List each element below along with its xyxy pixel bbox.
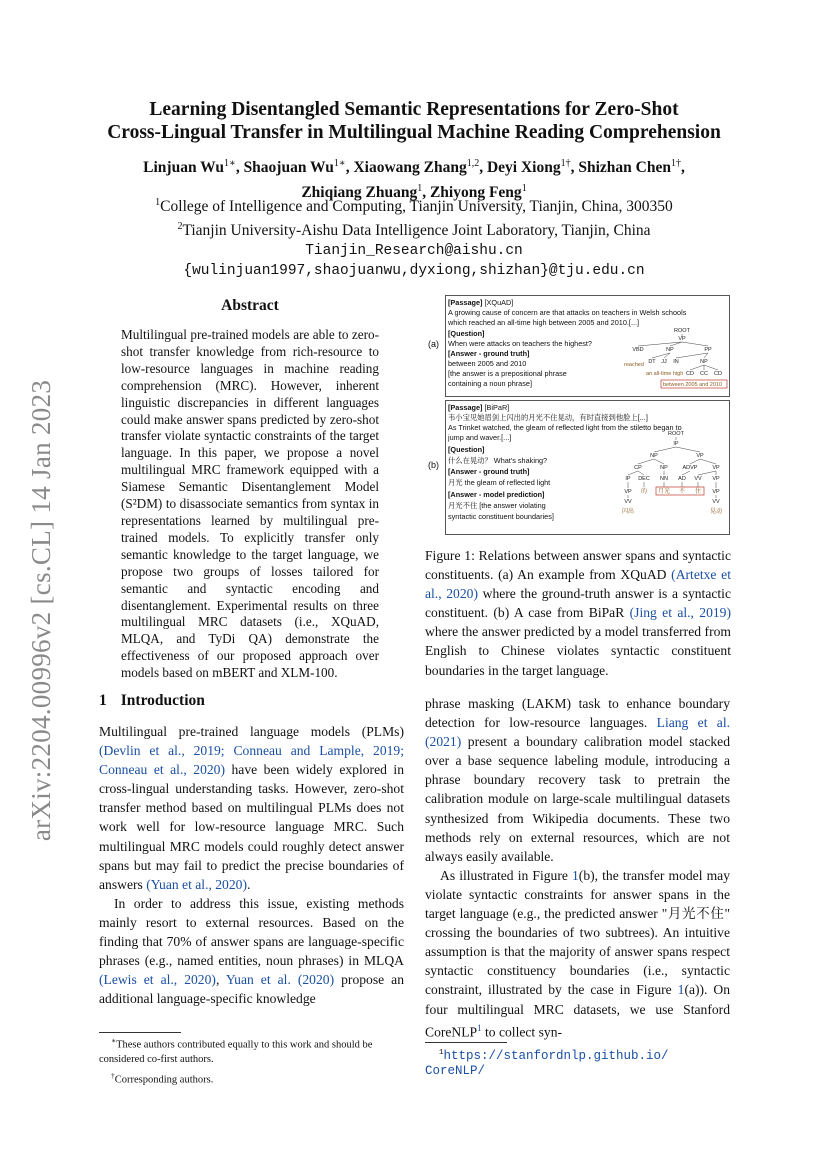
question-text: 什么在晃动？ What's shaking? <box>448 456 548 465</box>
parse-tree-a <box>616 326 730 396</box>
arxiv-identifier-stamp <box>22 370 62 850</box>
passage-line: A growing cause of concern are that attacks on teachers in Welsh schools <box>448 308 687 317</box>
footnote-ref-link[interactable]: 1 <box>477 1022 482 1033</box>
footnote-text: These authors contributed equally to this work and should be considered co-first authors. <box>99 1039 373 1065</box>
footnote-marker: † <box>111 1070 115 1080</box>
figure-ref-link[interactable]: 1 <box>677 982 685 998</box>
affiliation-2: Tianjin University-Aishu Data Intelligence Joint Laboratory, Tianjin, China <box>182 222 651 240</box>
text-run: . <box>246 876 251 892</box>
tree-word: 住 <box>694 489 702 495</box>
author-name: Zhiyong Feng <box>429 184 522 202</box>
tree-node: ADVP <box>682 465 698 471</box>
question-text: When were attacks on teachers the highest? <box>448 339 592 348</box>
tree-word: 月光 <box>657 489 671 495</box>
text-run: Figure 1: Relations between answer spans and syntactic constituents. (a) An example from XQuAD <box>425 548 731 583</box>
tree-node: VV <box>624 499 632 505</box>
author-name: Deyi Xiong <box>486 159 561 177</box>
tree-node: IP <box>673 441 679 447</box>
section-heading <box>99 692 205 710</box>
tree-word: 闪出 <box>621 509 635 515</box>
text-run: In order to address this issue, existing methods mainly resort to external resources. Based on the finding that 70% of answer spans are language-specific phrases (e.g., named entities, noun phrases) in MLQA <box>99 895 404 969</box>
footnote-rule-right <box>425 1042 507 1043</box>
tree-word: between 2005 and 2010 <box>663 382 723 388</box>
author-sup: 1† <box>560 158 571 169</box>
passage-tag: [Passage] <box>448 298 483 307</box>
tree-node: IN <box>673 359 679 365</box>
tree-node: ROOT <box>668 431 684 437</box>
passage-line: As Trinket watched, the gleam of reflected light from the stiletto began to <box>448 423 682 432</box>
title-line-2: Cross-Lingual Transfer in Multilingual Machine Reading Comprehension <box>107 122 721 143</box>
intro-paragraph-1 <box>99 722 404 894</box>
tree-node: ROOT <box>674 328 690 334</box>
passage-source: [XQuAD] <box>482 298 514 307</box>
passage-line-zh: 韦小宝见她眉剑上闪出的月光不住晃动，有时直接到他脸上[...] <box>448 413 648 422</box>
author-sup: 1∗ <box>333 158 346 169</box>
tree-node: VV <box>694 476 702 482</box>
figure-1 <box>425 295 731 535</box>
prediction-text: 月光不住 [the answer violating <box>448 501 546 510</box>
author-name: Xiaowang Zhang <box>353 159 467 177</box>
tree-node: NP <box>650 453 658 459</box>
parse-tree-b <box>606 427 730 535</box>
paper-title <box>80 98 748 144</box>
text-run: to collect syn- <box>481 1024 563 1040</box>
citation-link[interactable]: (Jing et al., 2019) <box>629 605 731 621</box>
tree-node: CD <box>714 371 722 377</box>
passage-line: which reached an all-time high between 2005 and 2010.[...] <box>448 318 640 327</box>
citation-link[interactable]: Yuan et al. (2020) <box>225 972 335 988</box>
citation-link[interactable]: (Lewis et al., 2020) <box>99 972 216 988</box>
text-run: Multilingual pre-trained language models (PLMs) <box>99 724 404 739</box>
figure-ref-link[interactable]: 1 <box>572 867 579 883</box>
author-name: Linjuan Wu <box>143 159 225 177</box>
footnote-url[interactable]: https://stanfordnlp.github.io/ <box>443 1049 669 1064</box>
tree-node: CC <box>700 371 708 377</box>
question-tag: [Question] <box>448 329 485 338</box>
author-sup: 1† <box>670 158 681 169</box>
figure-caption <box>425 546 731 680</box>
intro-paragraph-3 <box>425 694 730 866</box>
left-column-body <box>99 722 404 1008</box>
text-run: propose an additional language-specific knowledge <box>99 972 405 1007</box>
tree-node: IP <box>625 476 631 482</box>
affil-sup: 1 <box>155 197 161 208</box>
email-2[interactable]: {wulinjuan1997,shaojuanwu,dyxiong,shizhan}@tju.edu.cn <box>183 263 645 280</box>
footnote-rule-left <box>99 1032 181 1033</box>
footnote-url[interactable]: CoreNLP/ <box>425 1064 486 1079</box>
passage-line: jump and waver.[...] <box>448 433 512 442</box>
abstract-heading: Abstract <box>221 297 279 314</box>
email-1[interactable]: Tianjin_Research@aishu.cn <box>305 243 523 260</box>
answer-note: [the answer is a prepositional phrase <box>448 369 567 378</box>
citation-link[interactable]: Liang et al. (2021) <box>425 715 730 750</box>
footnotes-left <box>99 1034 404 1087</box>
answer-text: 月光 the gleam of reflected light <box>448 478 551 487</box>
answer-text: between 2005 and 2010 <box>448 359 527 368</box>
author-list: Linjuan $Wu^{1∗}$, Shaojuan $Wu^{1∗}$, Xiaowang Zhang$^{1,2}$, Deyi Xiong$^{1\dagger}$, Shizhan Chen$^{1\dagger}$, Zhiqiang Zhuang$^1$, Zhiyong Feng$^1$ <box>143 158 685 202</box>
tree-node: NP <box>700 359 708 365</box>
passage-source: [BiPaR] <box>482 403 510 412</box>
citation-link[interactable]: (Yuan et al., 2020) <box>146 876 247 892</box>
tree-node: PP <box>704 347 712 353</box>
panel-a-label: (a) <box>428 339 439 349</box>
answer-tag: [Answer - ground truth] <box>448 349 530 358</box>
author-name: Zhiqiang Zhuang <box>301 184 418 202</box>
affiliation-1: College of Intelligence and Computing, Tianjin University, Tianjin, China, 300350 <box>160 198 673 216</box>
tree-word: 晃动 <box>709 509 723 515</box>
text-run: present a boundary calibration model stacked over a base sequence labeling module, introducing a phrase boundary recovery task to pretrain the calibration module on large-scale multilingual datasets synthesized from Wikipedia documents. These two methods rely on external resources, which are not always easily available. <box>425 734 730 864</box>
right-column-body <box>425 694 730 1041</box>
passage-tag: [Passage] <box>448 403 483 412</box>
question-tag: [Question] <box>448 445 485 454</box>
tree-node: CP <box>634 465 642 471</box>
author-name: Shizhan Chen <box>578 159 671 177</box>
intro-paragraph-2 <box>99 894 404 1009</box>
tree-node: NP <box>666 347 674 353</box>
author-sup: 1,2 <box>466 158 480 169</box>
text-run: (b), the transfer model may violate syntactic constraints for answer spans in the target language (e.g., the predicted answer "月光不住" crossing the boundaries of two subtrees). An intuitive assumption is that the majority of answer spans respect syntactic constituency boundaries (i.e., syntactic constraint, illustrated by the case in Figure <box>425 867 730 998</box>
section-title: Introduction <box>120 692 205 709</box>
author-sup: 1∗ <box>224 158 236 169</box>
panel-b-label: (b) <box>428 460 439 470</box>
text-run: (a)). On four multilingual MRC datasets, we use Stanford CoreNLP <box>425 982 731 1040</box>
tree-node: VP <box>712 489 720 495</box>
tree-node: DT <box>648 359 656 365</box>
intro-paragraph-4 <box>425 866 730 1041</box>
tree-node: VBD <box>632 347 644 353</box>
tree-node: AD <box>678 476 686 482</box>
figure-panel-b <box>445 400 730 535</box>
tree-node: DEC <box>638 476 650 482</box>
tree-word: 的 <box>640 489 648 495</box>
author-sup: 1 <box>521 183 527 195</box>
author-name: Shaojuan Wu <box>243 159 334 177</box>
citation-link[interactable]: (Artetxe et al., 2020) <box>425 567 731 602</box>
prediction-tag: [Answer - model prediction] <box>448 490 545 499</box>
text-run: where the answer predicted by a model transferred from English to Chinese violates syntactic constituent boundaries in the target language. <box>425 624 731 678</box>
tree-node: NN <box>660 476 668 482</box>
title-line-1: Learning Disentangled Semantic Representations for Zero-Shot <box>149 99 679 120</box>
tree-node: VP <box>712 476 720 482</box>
tree-node: VP <box>624 489 632 495</box>
author-sup: 1 <box>417 183 423 195</box>
footnote-marker: 1 <box>439 1049 444 1057</box>
arxiv-stamp-text: arXiv:2204.00996v2 [cs.CL] 14 Jan 2023 <box>26 379 57 841</box>
affiliations <box>80 193 748 281</box>
tree-word: reached <box>624 362 644 368</box>
text-run: where the ground-truth answer is a syntactic constituent. (b) A case from BiPaR <box>425 586 731 621</box>
affil-sup: 2 <box>177 221 183 233</box>
prediction-note: syntactic constituent boundaries] <box>448 512 554 521</box>
tree-word: 不 <box>678 489 686 495</box>
text-run: , <box>215 972 226 988</box>
text-run: have been widely explored in cross-lingual understanding tasks. However, zero-shot transfer method based on multilingual PLMs does not work well for low-resource language MRC. Such multilingual MRC models could roughly detect answer spans but may fail to predict the precise boundaries of answers <box>99 762 404 892</box>
footnote-text: Corresponding authors. <box>114 1074 214 1085</box>
footnote-marker: ∗ <box>111 1036 117 1045</box>
tree-node: VV <box>712 499 720 505</box>
tree-node: CD <box>686 371 694 377</box>
answer-tag: [Answer - ground truth] <box>448 467 530 476</box>
text-run: As illustrated in Figure <box>440 867 572 883</box>
tree-node: VP <box>712 465 720 471</box>
citation-link[interactable]: (Devlin et al., 2019; Conneau and Lample, 2019; Conneau et al., 2020) <box>99 743 404 778</box>
tree-node: NP <box>660 465 668 471</box>
abstract-text: Multilingual pre-trained models are able to zero-shot transfer knowledge from rich-resource to low-resource languages in machine reading comprehension (MRC). However, inherent linguistic discrepancies in different languages could make answer spans predicted by zero-shot transfer violate syntactic constraints of the target language. In this paper, we propose a novel multilingual MRC framework equipped with a Siamese Semantic Disentanglement Model (S²DM) to disassociate semantics from syntax in representations learned by multilingual pre-trained models. To explicitly transfer only semantic knowledge to the target language, we propose two groups of losses tailored for semantic and syntactic encoding and disentanglement. Experimental results on three multilingual MRC datasets (i.e., XQuAD, MLQA, and TyDi QA) demonstrate the effectiveness of our proposed approach over models based on mBERT and XLM-100. <box>121 327 379 681</box>
tree-node: JJ <box>661 359 667 365</box>
tree-node: VP <box>678 336 686 342</box>
figure-panel-a <box>445 295 730 397</box>
answer-note: containing a noun phrase] <box>448 379 532 388</box>
footnote-right <box>425 1046 730 1079</box>
tree-node: VP <box>696 453 704 459</box>
section-number: 1 <box>99 692 107 709</box>
tree-word: an all-time high <box>646 371 684 377</box>
text-run: phrase masking (LAKM) task to enhance boundary detection for low-resource languages. <box>425 696 730 731</box>
